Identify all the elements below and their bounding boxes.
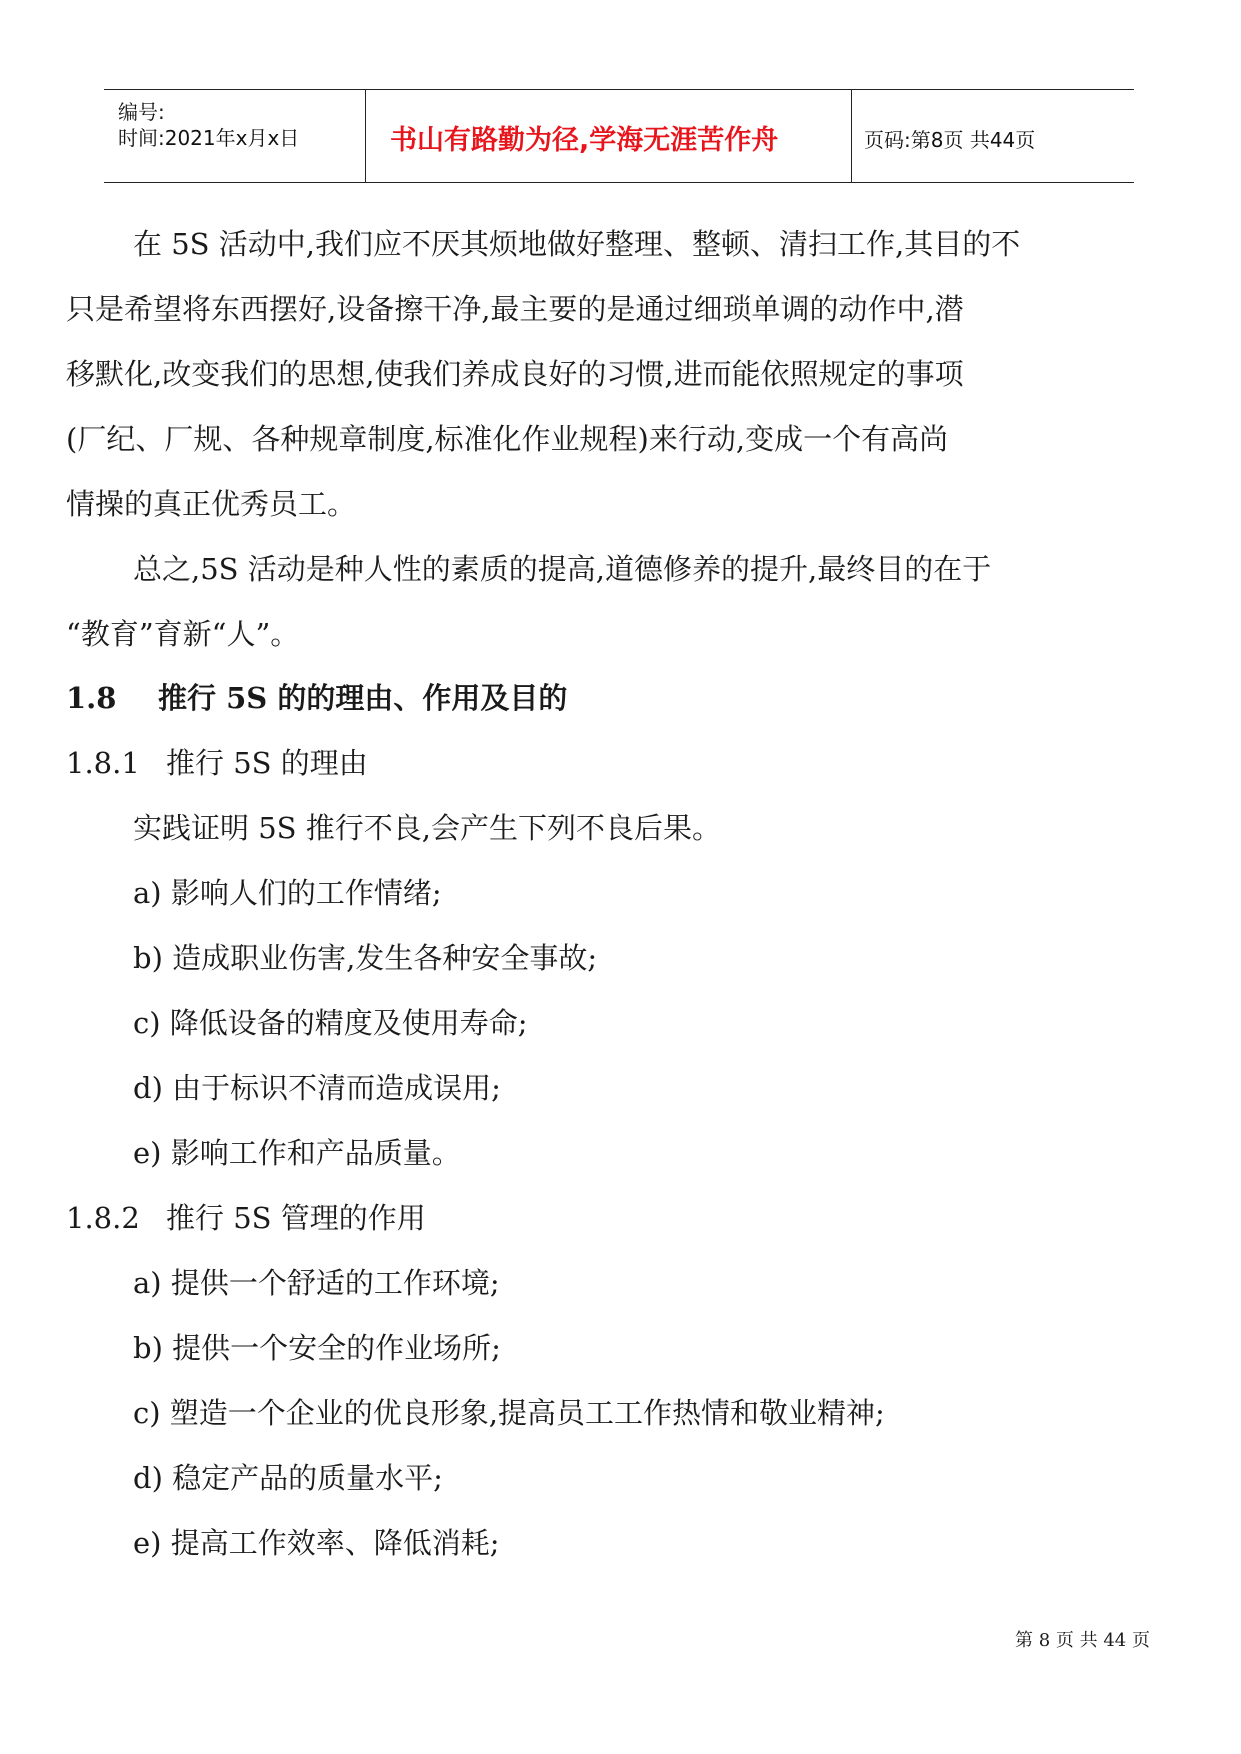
section-title: 推行 5S 的的理由、作用及目的 (158, 681, 568, 715)
subsection-1-item-e: e) 影响工作和产品质量。 (133, 1136, 461, 1170)
paragraph-1-line-3: 移默化,改变我们的思想,使我们养成良好的习惯,进而能依照规定的事项 (66, 357, 964, 391)
subsection-1-number: 1.8.1 (66, 746, 140, 780)
subsection-2-number: 1.8.2 (66, 1201, 140, 1235)
subsection-2-item-d: d) 稳定产品的质量水平; (133, 1461, 443, 1495)
subsection-1-item-b: b) 造成职业伤害,发生各种安全事故; (133, 941, 598, 975)
subsection-1-item-c: c) 降低设备的精度及使用寿命; (133, 1006, 528, 1040)
subsection-2-item-b: b) 提供一个安全的作业场所; (133, 1331, 501, 1365)
subsection-1-title: 推行 5S 的理由 (166, 746, 368, 780)
header-page-cell (852, 90, 1134, 182)
paragraph-1-line-1: 在 5S 活动中,我们应不厌其烦地做好整理、整顿、清扫工作,其目的不 (133, 227, 1021, 261)
section-number: 1.8 (66, 681, 117, 715)
paragraph-1-line-2: 只是希望将东西摆好,设备擦干净,最主要的是通过细琐单调的动作中,潜 (66, 292, 964, 326)
subsection-2-item-e: e) 提高工作效率、降低消耗; (133, 1526, 500, 1560)
document-header (104, 89, 1134, 183)
subsection-2-title: 推行 5S 管理的作用 (166, 1201, 426, 1235)
paragraph-2-line-2: “教育”育新“人”。 (66, 617, 300, 651)
paragraph-2-line-1: 总之,5S 活动是种人性的素质的提高,道德修养的提升,最终目的在于 (133, 552, 992, 586)
subsection-1-item-a: a) 影响人们的工作情绪; (133, 876, 442, 910)
motto-text: 书山有路勤为径,学海无涯苦作舟 (390, 125, 779, 156)
paragraph-1-line-5: 情操的真正优秀员工。 (66, 487, 357, 521)
page-footer: 第 8 页 共 44 页 (1015, 1630, 1150, 1651)
paragraph-1-line-4: (厂纪、厂规、各种规章制度,标准化作业规程)来行动,变成一个有高尚 (66, 422, 949, 456)
header-left-cell (104, 90, 366, 182)
time-label: 时间:2021年x月x日 (118, 126, 300, 150)
subsection-1-item-d: d) 由于标识不清而造成误用; (133, 1071, 501, 1105)
subsection-1-intro: 实践证明 5S 推行不良,会产生下列不良后果。 (133, 811, 721, 845)
code-label: 编号: (118, 100, 165, 124)
header-motto-cell (366, 90, 852, 182)
page-label: 页码:第8页 共44页 (864, 128, 1036, 152)
subsection-2-item-c: c) 塑造一个企业的优良形象,提高员工工作热情和敬业精神; (133, 1396, 885, 1430)
subsection-2-item-a: a) 提供一个舒适的工作环境; (133, 1266, 500, 1300)
